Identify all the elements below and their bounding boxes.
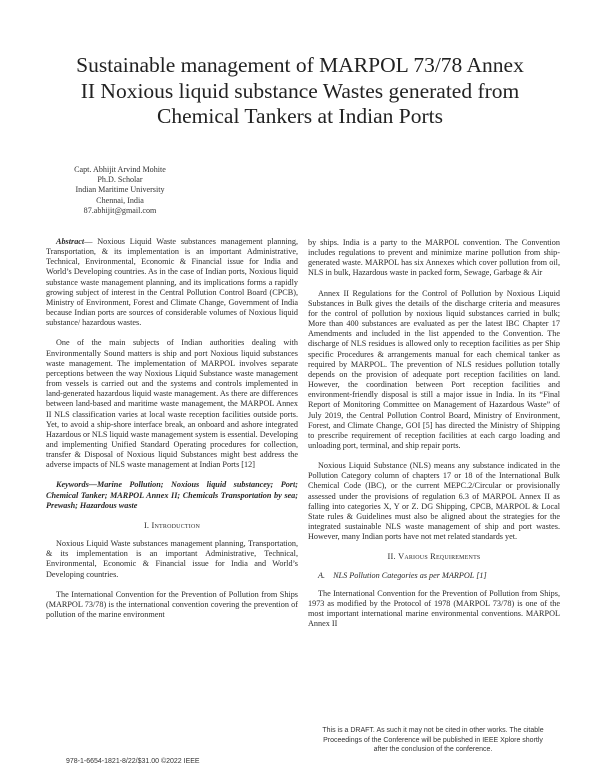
author-affiliation: Indian Maritime University <box>75 185 165 195</box>
copyright-footer: 978-1-6654-1821-8/22/$31.00 ©2022 IEEE <box>66 758 200 765</box>
paper-title <box>40 53 560 130</box>
section-1-number: I. <box>143 520 150 530</box>
title-line: Sustainable management of MARPOL 73/78 Annex <box>76 53 524 77</box>
author-block <box>20 165 220 216</box>
right-column <box>308 238 560 639</box>
subsection-a-heading <box>308 571 560 581</box>
author-name: Capt. Abhijit Arvind Mohite <box>74 165 166 174</box>
section-2-para: The International Convention for the Prevention of Pollution from Ships, 1973 as modified by the Protocol of 1978 (MARPOL 73/78) is one of the most important international marine environmental conventions. MARPOL Annex II <box>308 588 560 629</box>
subsection-a-title: NLS Pollution Categories as per MARPOL [1] <box>333 570 487 580</box>
section-1-para-1: Noxious Liquid Waste substances management planning, Transportation, & its implementation is an important Administrative, Technical, Environmental, Economic & Financial issue for India and World’s Developing countries. <box>46 539 298 579</box>
left-column <box>46 237 298 630</box>
abstract-dash: — <box>84 237 98 246</box>
title-line: Chemical Tankers at Indian Ports <box>157 104 443 128</box>
subsection-a-letter: A. <box>318 570 326 580</box>
section-1-heading <box>46 521 298 531</box>
abstract-text: Noxious Liquid Waste substances management planning, Transportation, & its implementation is an important Administrative, Technical, Environmental, Economic & Financial issue for India and World’s Developing countries. As in the case of Indian ports, Noxious liquid substance waste management planning, and its implications forms a rapidly growing subject of interest in the Central Pollution Control Board (CPCB), Ministry of Environment, Forest and Climate Change, Government of India because Indian ports are sources of considerable volumes of Noxious liquid substance/ hazardous wastes. <box>46 237 299 328</box>
keywords: Keywords—Marine Pollution; Noxious liquid substancey; Port; Chemical Tanker; MARPOL Annex II; Chemicals Transportation by sea; Prewash; Hazardous waste <box>46 480 298 510</box>
title-line: II Noxious liquid substance Wastes generated from <box>80 78 520 103</box>
abstract <box>46 237 298 328</box>
section-2-title: Various Requirements <box>398 552 481 562</box>
author-position: Ph.D. Scholar <box>97 175 143 185</box>
author-email: 87.abhijit@gmail.com <box>83 205 157 215</box>
section-2-number: II. <box>387 552 396 562</box>
right-paragraph-1: by ships. India is a party to the MARPOL convention. The Convention includes regulations to prevent and minimize marine pollution from ship-generated waste. MARPOL has six Annexes which cover pollution from oil, NLS in bulk, Hazardous waste in packed form, Sewage, Garbage & Air <box>308 238 560 278</box>
right-paragraph-2: Annex II Regulations for the Control of Pollution by Noxious Liquid Substances in Bulk gives the details of the discharge criteria and measures for the control of pollution by noxious liquid substances carried in bulk; More than 400 substances are evaluated as per the latest IBC Chapter 17 Amendments and included in the list appended to the Convention. The discharge of NLS residues is allowed only to reception facilities as per Ship specific Procedures & arrangements manual for each chemical tanker as required by MARPOL. The prevention of NLS residues pollution totally depends on the provision of adequate port reception facilities on land. However, the coordination between Port reception facilities and environment-friendly disposal is still a major issue in India. In its “Final Report of Monitoring Committee on Management of Hazardous Waste” of July 2019, the Central Pollution Control Board, Ministry of Environment, Forest, and Climate Change, GOI [5] has directed the Ministry of Shipping to prescribe requirement of reception facilities at each cargo loading and unloading port, terminal, and ship repair ports. <box>308 288 560 450</box>
abstract-label: Abstract <box>56 237 85 246</box>
section-1-title: Introduction <box>151 520 201 530</box>
right-paragraph-3: Noxious Liquid Substance (NLS) means any substance indicated in the Pollution Category column of chapters 17 or 18 of the International Bulk Chemical Code (IBC), or the current MEPC.2/Circular or provisionally assessed under the provisions of regulation 6.3 of MARPOL Annex II as falling into categories X, Y or Z. DG Shipping, CPCB, MARPOL & Local State rules & Guidelines must also be aligned about the strategies for the integrated sustainable NLS waste management of ship and port wastes. However, many Indian ports have not met related standards yet. <box>308 461 560 542</box>
author-location: Chennai, India <box>96 195 144 205</box>
left-paragraph-2: One of the main subjects of Indian authorities dealing with Environmentally Sound matters is ship and port Noxious liquid substances waste management. The implementation of MARPOL involves separate perceptions between the way Noxious Liquid Substance waste management from vessels is carried out and the systems and controls implemented in land-generated hazardous liquid waste management. As there are differences between land-based and maritime waste management, the MARPOL Annex II NLS classification varies at local waste reception facilities outside ports. Yet, to avoid a ship-shore interface break, an onboard and ashore integrated Hazardous or NLS liquid waste management system is essential. Developing and implementing Unified Standard Operating procedures for collection, transfer & Disposal of Noxious liquid Substances might best address the adverse impacts of NLS waste management at Indian Ports [12] <box>46 338 298 470</box>
section-2-heading <box>308 552 560 562</box>
section-1-para-2: The International Convention for the Prevention of Pollution from Ships (MARPOL 73/78) is the international convention covering the prevention of pollution of the marine environment <box>46 589 298 619</box>
draft-notice: This is a DRAFT. As such it may not be cited in other works. The citable Proceedings of the Conference will be published in IEEE Xplore shortly after the conclusion of the conference. <box>322 727 544 754</box>
